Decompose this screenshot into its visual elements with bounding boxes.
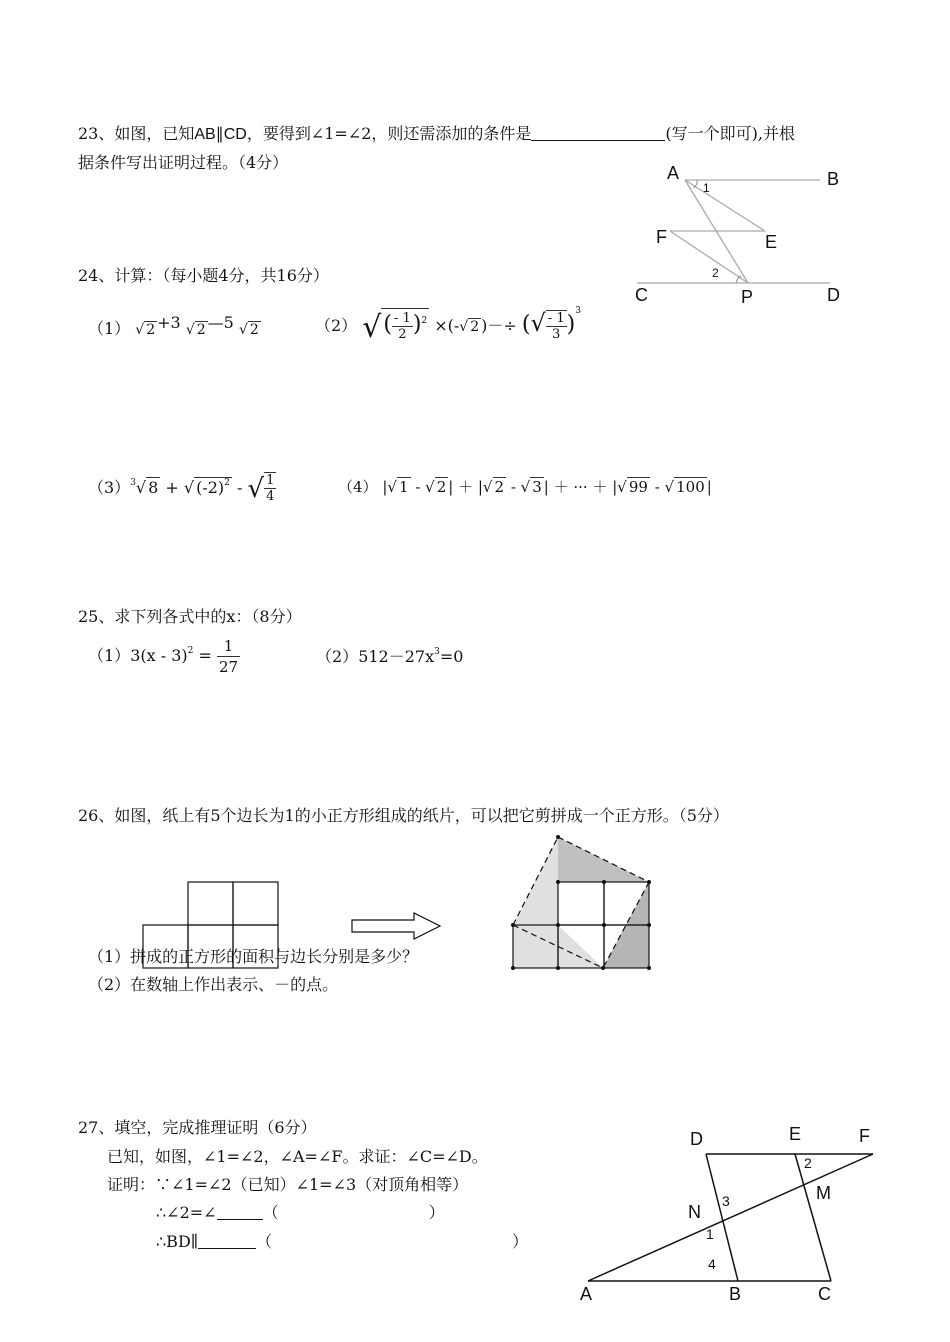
q25-p1-eq: = — [198, 646, 212, 665]
q24-p3-num: （3） — [88, 478, 131, 497]
q27-proof2-c: ） — [428, 1203, 445, 1222]
q24-p3-plus: + — [165, 478, 179, 497]
q24-p2-f2n: 1 — [556, 311, 565, 326]
q24-p1-plus: +3 — [157, 313, 181, 332]
q24-p3-r8: 8 — [148, 478, 159, 497]
q26-sub2: （2）在数轴上作出表示、－的点。 — [88, 975, 339, 994]
q27-label-m: M — [816, 1183, 831, 1203]
q24-p3-idx: 3 — [130, 478, 136, 488]
q24-part2: （2） √( $\frac{- 1}{2}$ )$^2$ ×(-√ 2 )－÷ (√ $\frac{- 1}{3}$ )$^3$ — [315, 306, 581, 345]
label-f: F — [656, 227, 667, 247]
q27-proof2-a: ∴∠2=∠ — [156, 1203, 217, 1222]
q24-p4-minus1: - — [415, 478, 421, 496]
q27-label-f: F — [859, 1126, 870, 1146]
q27-title: 27、填空，完成推理证明（6分） — [78, 1118, 317, 1137]
label-angle-2: 2 — [712, 266, 719, 280]
q27-proof3-b: （ — [256, 1232, 273, 1251]
q27-label-n: N — [688, 1202, 701, 1222]
q24-p4-e: 99 — [628, 478, 648, 496]
q25-title: 25、求下列各式中的x：（8分） — [78, 607, 302, 626]
line-ec — [795, 1154, 831, 1281]
q26-sub1: （1）拼成的正方形的面积与边长分别是多少？ — [88, 947, 419, 966]
line-af — [588, 1154, 873, 1281]
q24-p2-times: ×(- — [434, 316, 460, 335]
q25-p1-lhs: 3(x - 3) — [130, 646, 188, 665]
q24-p1-r1: 2 — [146, 322, 156, 338]
q27-label-c: C — [818, 1284, 831, 1304]
q25-p2-rest: =0 — [439, 647, 464, 666]
q27-proof3-a: ∴BD∥ — [156, 1232, 199, 1251]
q23-text-a: 23、如图，已知 — [78, 124, 195, 143]
q24-p4-a: 1 — [398, 478, 409, 496]
q27-given: 已知，如图，∠1=∠2，∠A=∠F。求证：∠C=∠D。 — [107, 1147, 488, 1166]
q23-line2: 据条件写出证明过程。（4分） — [78, 153, 289, 172]
q27-angle-2: 2 — [804, 1155, 812, 1171]
label-a: A — [667, 163, 680, 183]
q24-p2-mid: )－÷ — [481, 316, 517, 335]
q24-p4-b: 2 — [436, 478, 447, 496]
q27-angle-4: 4 — [708, 1256, 716, 1272]
q24-p2-exp: 3 — [575, 306, 581, 316]
q24-p1-r3: 2 — [249, 322, 259, 338]
q27-proof2-b: （ — [262, 1203, 279, 1222]
q24-p2-num: （2） — [315, 316, 358, 335]
q24-p3-fn: 1 — [266, 473, 275, 488]
q27-label-e: E — [789, 1124, 802, 1144]
q24-p2-exp2: 2 — [421, 316, 428, 326]
q24-p3-e2: 2 — [224, 478, 230, 488]
label-e: E — [765, 232, 778, 252]
label-d: D — [827, 285, 840, 305]
label-p: P — [741, 287, 754, 307]
q24-p2-f1n: 1 — [402, 311, 411, 326]
q24-p4-sep1: ＋ — [458, 478, 474, 496]
q27-label-b: B — [729, 1284, 742, 1304]
q24-p4-f: 100 — [676, 478, 705, 496]
q27-proof1: 证明：∵∠1=∠2（已知）∠1=∠3（对顶角相等） — [107, 1175, 469, 1194]
label-b: B — [827, 169, 840, 189]
q24-p1-r2: 2 — [196, 322, 206, 338]
q25-p1-exp: 2 — [187, 646, 194, 656]
q24-title: 24、计算：（每小题4分，共16分） — [78, 266, 329, 285]
q25-p1-num: （1） — [88, 646, 131, 665]
q25-p2-exp: 3 — [434, 647, 440, 657]
q25-p2-num: （2） — [316, 647, 359, 666]
q24-p4-d: 3 — [532, 478, 542, 496]
q24-part1: （1） √ 2 +3 √ 2 —5 √ 2 — [88, 313, 259, 338]
q27-angle-1: 1 — [706, 1226, 714, 1242]
q24-p4-c: 2 — [494, 478, 505, 496]
q24-part4: （4） |√ 1 - √ 2 | ＋ |√ 2 - √ 3 | ＋ ··· ＋ |√ 99 - √ 100 | — [338, 478, 712, 496]
q25-p1-fn: 1 — [217, 636, 240, 657]
q27-proof3-c: ） — [512, 1232, 529, 1251]
q23-ab-cd: AB∥CD — [194, 126, 247, 143]
q26-title: 26、如图，纸上有5个边长为1的小正方形组成的纸片，可以把它剪拼成一个正方形。（5分） — [78, 806, 729, 825]
q27-label-a: A — [580, 1284, 593, 1304]
q27-label-d: D — [690, 1129, 703, 1149]
q23-text-c: (写一个即可),并根 — [665, 124, 795, 143]
q24-p3-minus: - — [237, 478, 243, 497]
q24-p1-num: （1） — [88, 319, 131, 338]
q24-p2-f1d: 2 — [398, 327, 407, 342]
q24-p3-fd: 4 — [266, 489, 275, 504]
q25-p2-expr: 512－27x — [358, 647, 435, 666]
label-angle-1: 1 — [703, 181, 710, 195]
q27-angle-3: 3 — [722, 1193, 730, 1209]
q24-p2-r: 2 — [470, 319, 480, 335]
q25-p1-fd: 27 — [218, 658, 239, 676]
q24-p2-f2d: 3 — [552, 327, 561, 342]
label-c: C — [635, 285, 648, 305]
q23-text-b: ，要得到∠1=∠2，则还需添加的条件是 — [246, 124, 532, 143]
q24-part3: $(3)^3√$ 8 + √ $(-2)^2$ - √ $\frac{1}{4}$ — [88, 473, 275, 504]
q24-p3-rm2: (-2) — [196, 478, 225, 497]
q24-p1-minus: —5 — [207, 313, 234, 332]
q24-p4-num: （4） — [338, 478, 378, 496]
q24-p4-dots: ＋ ··· ＋ — [553, 478, 608, 496]
